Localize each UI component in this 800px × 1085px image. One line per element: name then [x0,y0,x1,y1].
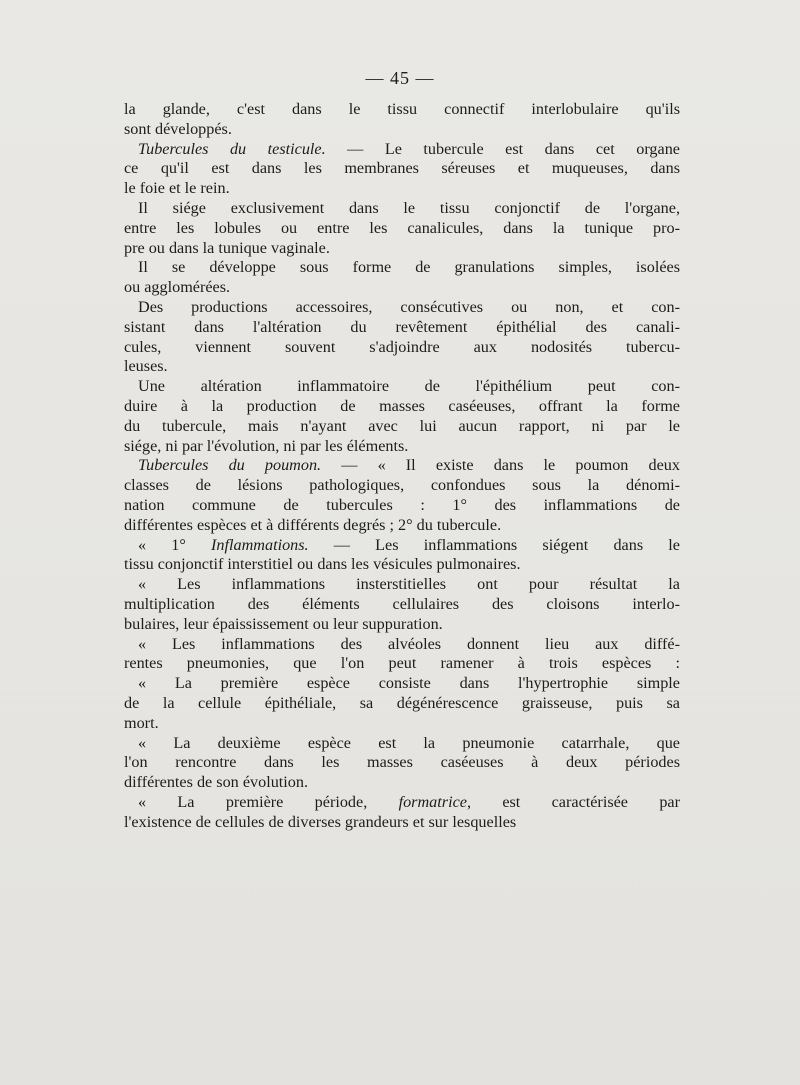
text-line [124,258,680,278]
text-line [124,694,680,714]
text-segment: sistant dans l'altération du revêtement épithélial des canali- [124,317,680,336]
text-line [124,555,680,575]
text-segment: siége, ni par l'évolution, ni par les éléments. [124,436,409,455]
text-segment: l'on rencontre dans les masses caséeuses à deux périodes [124,753,680,772]
text-line [124,239,680,259]
text-line [124,219,680,239]
text-line [124,734,680,754]
text-line [124,357,680,377]
text-segment: Il se développe sous forme de granulations simples, isolées [138,258,680,277]
text-segment: cules, viennent souvent s'adjoindre aux nodosités tubercu- [124,337,680,356]
text-line [124,199,680,219]
text-segment: « Les inflammations des alvéoles donnent lieu aux diffé- [138,634,680,653]
text-segment: de la cellule épithéliale, sa dégénérescence graisseuse, puis sa [124,693,680,712]
text-line [124,516,680,536]
text-segment: — Le tubercule est dans cet organe [325,139,680,158]
text-line [124,377,680,397]
text-line [124,635,680,655]
text-segment: bulaires, leur épaississement ou leur suppuration. [124,614,443,633]
text-line [124,793,680,813]
body-text [124,100,680,832]
text-segment: la glande, c'est dans le tissu connectif interlobulaire qu'ils [124,100,680,118]
text-line [124,615,680,635]
text-segment: Des productions accessoires, consécutives ou non, et con- [138,297,680,316]
text-segment: multiplication des éléments cellulaires des cloisons interlo- [124,594,680,613]
text-line [124,278,680,298]
text-segment: rentes pneumonies, que l'on peut ramener à trois espèces : [124,654,680,673]
text-line [124,496,680,516]
text-segment: , est caractérisée par [466,792,680,811]
text-segment: tissu conjonctif interstitiel ou dans les vésicules pulmonaires. [124,555,521,574]
text-segment: classes de lésions pathologiques, confondues sous la dénomi- [124,476,680,495]
text-line [124,338,680,358]
text-line [124,120,680,140]
text-segment: l'existence de cellules de diverses grandeurs et sur lesquelles [124,812,517,831]
text-segment: — Les inflammations siégent dans le [308,535,680,554]
text-segment: différentes de son évolution. [124,773,309,792]
text-line [124,318,680,338]
text-line [124,159,680,179]
text-line [124,100,680,120]
text-segment: — « Il existe dans le poumon deux [321,456,680,475]
text-segment: « La deuxième espèce est la pneumonie catarrhale, que [138,733,680,752]
text-segment: nation commune de tubercules : 1° des inflammations de [124,495,680,514]
text-segment: du tubercule, mais n'ayant avec lui aucun rapport, ni par le [124,416,680,435]
text-line [124,140,680,160]
text-line [124,437,680,457]
text-line [124,417,680,437]
text-segment: « Les inflammations insterstitielles ont pour résultat la [138,575,680,594]
text-line [124,674,680,694]
text-line [124,654,680,674]
text-line [124,575,680,595]
text-segment: sont développés. [124,119,232,138]
text-segment: « La première espèce consiste dans l'hypertrophie simple [138,674,680,693]
text-segment: pre ou dans la tunique vaginale. [124,238,330,257]
text-segment: Il siége exclusivement dans le tissu conjonctif de l'organe, [138,198,680,217]
text-line [124,476,680,496]
text-line [124,595,680,615]
italic-text: Inflammations. [211,535,309,554]
italic-text: formatrice [398,792,467,811]
text-line [124,397,680,417]
text-line [124,753,680,773]
text-segment: leuses. [124,357,168,376]
text-line [124,298,680,318]
text-segment: Une altération inflammatoire de l'épithélium peut con- [138,377,680,396]
text-line [124,714,680,734]
page-number: — 45 — [365,68,435,88]
text-segment: « 1° [138,535,212,554]
text-line [124,456,680,476]
text-segment: différentes espèces et à différents degrés ; 2° du tubercule. [124,515,502,534]
text-line [124,813,680,833]
text-line [124,536,680,556]
text-segment: « La première période, [138,792,399,811]
text-segment: ou agglomérées. [124,278,231,297]
italic-text: Tubercules du poumon. [138,456,322,475]
text-line [124,179,680,199]
text-segment: mort. [124,713,159,732]
text-line [124,773,680,793]
text-segment: le foie et le rein. [124,179,230,198]
italic-text: Tubercules du testicule. [138,139,326,158]
text-segment: entre les lobules ou entre les canalicules, dans la tunique pro- [124,218,680,237]
text-segment: ce qu'il est dans les membranes séreuses et muqueuses, dans [124,159,680,178]
text-segment: duire à la production de masses caséeuses, offrant la forme [124,396,680,415]
